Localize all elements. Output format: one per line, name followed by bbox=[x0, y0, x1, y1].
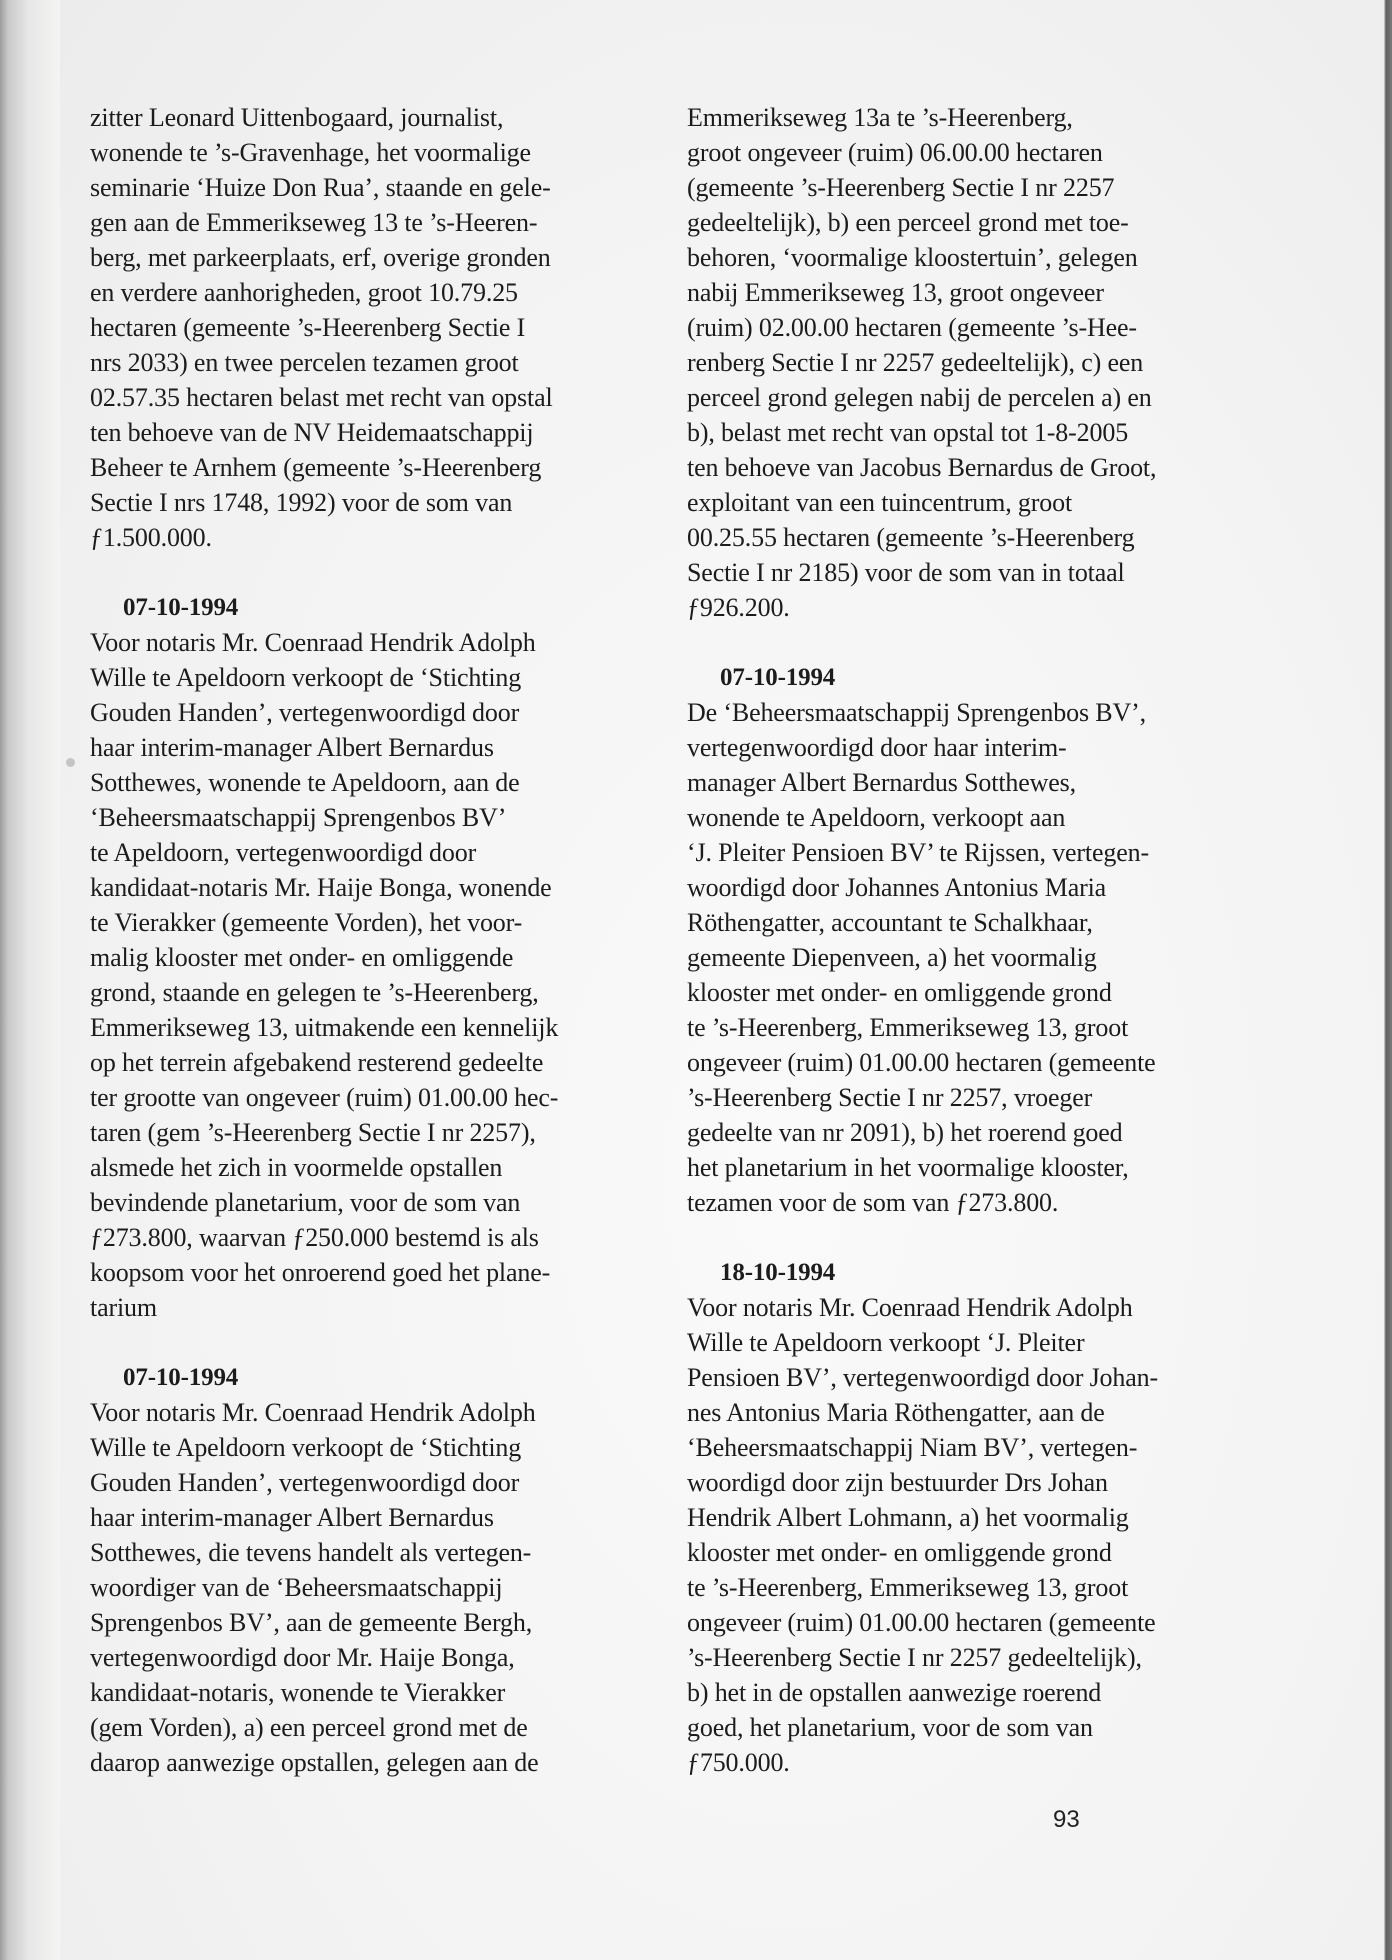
right-column bbox=[687, 100, 1257, 1815]
register-entry bbox=[90, 590, 660, 1325]
text-line: ongeveer (ruim) 01.00.00 hectaren (gemeente bbox=[687, 1608, 1156, 1637]
text-line: te Apeldoorn, vertegenwoordigd door bbox=[90, 838, 477, 867]
text-line: Pensioen BV’, vertegenwoordigd door Johan- bbox=[687, 1363, 1158, 1392]
text-line: Gouden Handen’, vertegenwoordigd door bbox=[90, 1468, 520, 1497]
text-line: woordiger van de ‘Beheersmaatschappij bbox=[90, 1573, 503, 1602]
text-line: gemeente Diepenveen, a) het voormalig bbox=[687, 943, 1097, 972]
text-line: vertegenwoordigd door haar interim- bbox=[687, 733, 1067, 762]
text-line: het planetarium in het voormalige klooster, bbox=[687, 1153, 1129, 1182]
text-line: perceel grond gelegen nabij de percelen a) en bbox=[687, 383, 1152, 412]
text-line: berg, met parkeerplaats, erf, overige gronden bbox=[90, 243, 551, 272]
text-line: De ‘Beheersmaatschappij Sprengenbos BV’, bbox=[687, 698, 1146, 727]
text-line: klooster met onder- en omliggende grond bbox=[687, 978, 1112, 1007]
text-line: nrs 2033) en twee percelen tezamen groot bbox=[90, 348, 519, 377]
text-line: ten behoeve van Jacobus Bernardus de Groot, bbox=[687, 453, 1157, 482]
text-line: renberg Sectie I nr 2257 gedeeltelijk), c) een bbox=[687, 348, 1144, 377]
text-line: daarop aanwezige opstallen, gelegen aan de bbox=[90, 1748, 539, 1777]
text-line: tezamen voor de som van ƒ273.800. bbox=[687, 1188, 1059, 1217]
text-line: haar interim-manager Albert Bernardus bbox=[90, 1503, 494, 1532]
text-line: grond, staande en gelegen te ’s-Heerenberg, bbox=[90, 978, 539, 1007]
text-line: te Vierakker (gemeente Vorden), het voor- bbox=[90, 908, 523, 937]
entry-date: 07-10-1994 bbox=[123, 1364, 239, 1391]
text-line: Emmerikseweg 13a te ’s-Heerenberg, bbox=[687, 103, 1073, 132]
text-line: Voor notaris Mr. Coenraad Hendrik Adolph bbox=[90, 628, 536, 657]
text-line: gedeeltelijk), b) een perceel grond met toe- bbox=[687, 208, 1129, 237]
text-line: Wille te Apeldoorn verkoopt de ‘Stichting bbox=[90, 1433, 522, 1462]
left-column bbox=[90, 100, 660, 1815]
entry-date: 07-10-1994 bbox=[123, 594, 239, 621]
text-line: te ’s-Heerenberg, Emmerikseweg 13, groot bbox=[687, 1013, 1129, 1042]
paper-speck bbox=[66, 758, 75, 767]
text-line: ‘Beheersmaatschappij Sprengenbos BV’ bbox=[90, 803, 507, 832]
text-line: 00.25.55 hectaren (gemeente ’s-Heerenberg bbox=[687, 523, 1135, 552]
scan-edge bbox=[1384, 0, 1392, 1960]
text-line: goed, het planetarium, voor de som van bbox=[687, 1713, 1093, 1742]
text-line: woordigd door zijn bestuurder Drs Johan bbox=[687, 1468, 1108, 1497]
text-line: (gemeente ’s-Heerenberg Sectie I nr 2257 bbox=[687, 173, 1115, 202]
text-line: Voor notaris Mr. Coenraad Hendrik Adolph bbox=[687, 1293, 1133, 1322]
text-line: (gem Vorden), a) een perceel grond met de bbox=[90, 1713, 528, 1742]
text-line: ƒ926.200. bbox=[687, 593, 790, 622]
text-line: en verdere aanhorigheden, groot 10.79.25 bbox=[90, 278, 518, 307]
text-line: ter grootte van ongeveer (ruim) 01.00.00 hec- bbox=[90, 1083, 559, 1112]
text-line: gen aan de Emmerikseweg 13 te ’s-Heeren- bbox=[90, 208, 538, 237]
text-line: kandidaat-notaris Mr. Haije Bonga, wonende bbox=[90, 873, 552, 902]
text-line: groot ongeveer (ruim) 06.00.00 hectaren bbox=[687, 138, 1103, 167]
text-line: gedeelte van nr 2091), b) het roerend goed bbox=[687, 1118, 1123, 1147]
page-number: 93 bbox=[1053, 1806, 1080, 1833]
entry-date: 18-10-1994 bbox=[720, 1259, 836, 1286]
text-line: alsmede het zich in voormelde opstallen bbox=[90, 1153, 503, 1182]
text-line: (ruim) 02.00.00 hectaren (gemeente ’s-Hee- bbox=[687, 313, 1137, 342]
continued-entry bbox=[90, 100, 660, 555]
text-line: behoren, ‘voormalige kloostertuin’, gelegen bbox=[687, 243, 1138, 272]
text-line: Sectie I nr 2185) voor de som van in totaal bbox=[687, 558, 1125, 587]
text-line: b), belast met recht van opstal tot 1-8-2005 bbox=[687, 418, 1129, 447]
text-line: seminarie ‘Huize Don Rua’, staande en gele- bbox=[90, 173, 551, 202]
text-line: Sectie I nrs 1748, 1992) voor de som van bbox=[90, 488, 513, 517]
text-line: ten behoeve van de NV Heidemaatschappij bbox=[90, 418, 534, 447]
text-line: haar interim-manager Albert Bernardus bbox=[90, 733, 494, 762]
text-line: te ’s-Heerenberg, Emmerikseweg 13, groot bbox=[687, 1573, 1129, 1602]
register-entry bbox=[90, 1360, 660, 1780]
text-line: Wille te Apeldoorn verkoopt ‘J. Pleiter bbox=[687, 1328, 1085, 1357]
text-line: op het terrein afgebakend resterend gedeelte bbox=[90, 1048, 544, 1077]
text-line: klooster met onder- en omliggende grond bbox=[687, 1538, 1112, 1567]
text-line: tarium bbox=[90, 1293, 157, 1322]
text-line: malig klooster met onder- en omliggende bbox=[90, 943, 514, 972]
text-line: ’s-Heerenberg Sectie I nr 2257 gedeeltelijk), bbox=[687, 1643, 1142, 1672]
text-line: wonende te ’s-Gravenhage, het voormalige bbox=[90, 138, 531, 167]
text-line: Sotthewes, die tevens handelt als vertegen- bbox=[90, 1538, 532, 1567]
book-gutter-shadow bbox=[0, 0, 60, 1960]
text-line: b) het in de opstallen aanwezige roerend bbox=[687, 1678, 1102, 1707]
text-line: zitter Leonard Uittenbogaard, journalist, bbox=[90, 103, 504, 132]
text-line: Emmerikseweg 13, uitmakende een kennelijk bbox=[90, 1013, 559, 1042]
text-line: woordigd door Johannes Antonius Maria bbox=[687, 873, 1107, 902]
text-line: bevindende planetarium, voor de som van bbox=[90, 1188, 521, 1217]
text-line: ƒ750.000. bbox=[687, 1748, 790, 1777]
text-line: Hendrik Albert Lohmann, a) het voormalig bbox=[687, 1503, 1129, 1532]
text-line: Beheer te Arnhem (gemeente ’s-Heerenberg bbox=[90, 453, 542, 482]
text-line: koopsom voor het onroerend goed het plane- bbox=[90, 1258, 551, 1287]
text-line: wonende te Apeldoorn, verkoopt aan bbox=[687, 803, 1066, 832]
text-line: ƒ1.500.000. bbox=[90, 523, 212, 552]
text-line: Gouden Handen’, vertegenwoordigd door bbox=[90, 698, 520, 727]
text-line: Voor notaris Mr. Coenraad Hendrik Adolph bbox=[90, 1398, 536, 1427]
text-line: ongeveer (ruim) 01.00.00 hectaren (gemeente bbox=[687, 1048, 1156, 1077]
register-entry bbox=[687, 1255, 1257, 1780]
text-line: kandidaat-notaris, wonende te Vierakker bbox=[90, 1678, 506, 1707]
text-line: ’s-Heerenberg Sectie I nr 2257, vroeger bbox=[687, 1083, 1093, 1112]
text-line: 02.57.35 hectaren belast met recht van opstal bbox=[90, 383, 553, 412]
text-line: Röthengatter, accountant te Schalkhaar, bbox=[687, 908, 1093, 937]
text-line: nabij Emmerikseweg 13, groot ongeveer bbox=[687, 278, 1104, 307]
continued-entry bbox=[687, 100, 1257, 625]
text-line: ‘J. Pleiter Pensioen BV’ te Rijssen, vertegen- bbox=[687, 838, 1149, 867]
text-line: taren (gem ’s-Heerenberg Sectie I nr 2257), bbox=[90, 1118, 536, 1147]
text-line: manager Albert Bernardus Sotthewes, bbox=[687, 768, 1076, 797]
text-line: hectaren (gemeente ’s-Heerenberg Sectie I bbox=[90, 313, 526, 342]
text-line: vertegenwoordigd door Mr. Haije Bonga, bbox=[90, 1643, 515, 1672]
text-line: Wille te Apeldoorn verkoopt de ‘Stichting bbox=[90, 663, 522, 692]
text-line: ƒ273.800, waarvan ƒ250.000 bestemd is als bbox=[90, 1223, 539, 1252]
text-line: exploitant van een tuincentrum, groot bbox=[687, 488, 1073, 517]
text-line: nes Antonius Maria Röthengatter, aan de bbox=[687, 1398, 1105, 1427]
entry-date: 07-10-1994 bbox=[720, 664, 836, 691]
register-entry bbox=[687, 660, 1257, 1220]
text-line: ‘Beheersmaatschappij Niam BV’, vertegen- bbox=[687, 1433, 1138, 1462]
text-line: Sotthewes, wonende te Apeldoorn, aan de bbox=[90, 768, 520, 797]
text-line: Sprengenbos BV’, aan de gemeente Bergh, bbox=[90, 1608, 533, 1637]
